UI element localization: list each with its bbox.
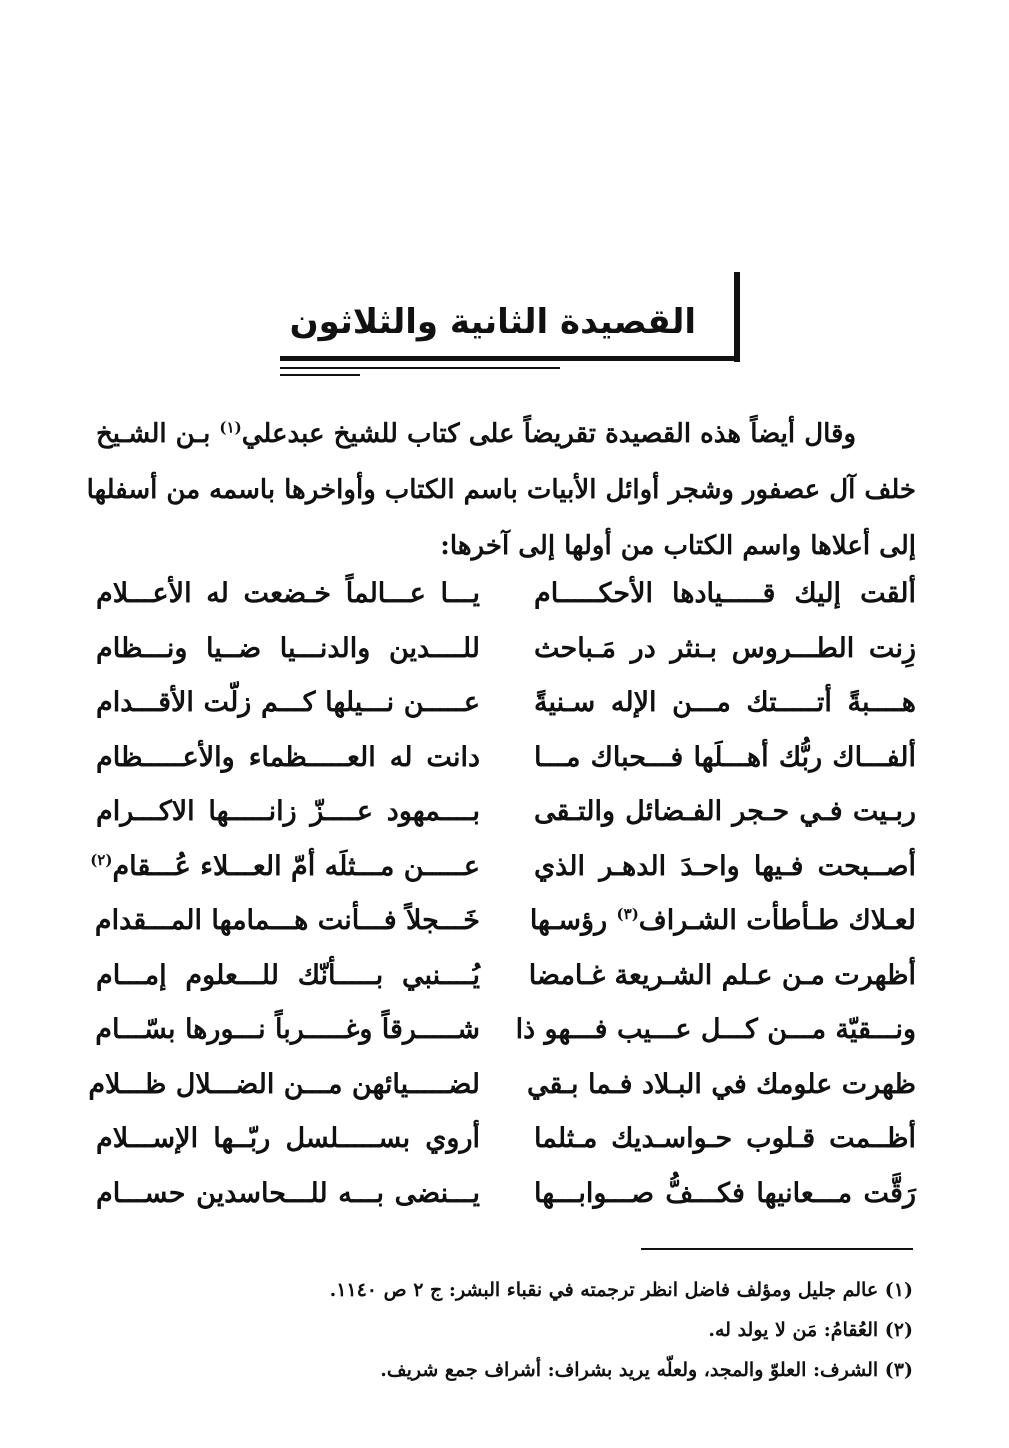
title-underline-thin [280, 367, 560, 369]
intro-line-3: إلى أعلاها واسم الكتاب من أولها إلى آخرها: [440, 531, 916, 561]
verse-first-hemistich: هــــبةً أتـــــتك مـــن الإله سـنيةً [534, 687, 916, 718]
verse [96, 954, 916, 1009]
verse-second-hemistich: يـــا عـــالماً خـضعت له الأعـــلام [96, 578, 480, 609]
verse [96, 572, 916, 627]
verse-second-hemistich: دانت له العـــــظماء والأعـــــظام [96, 741, 480, 773]
verse-second-hemistich: عـــــن نـــيلها كـــم زلّت الأقـــدام [96, 687, 480, 718]
verse [96, 681, 916, 736]
hemistich-text: لعـلاك طـأطأت الشـراف [638, 905, 916, 936]
verse-second-hemistich: خَـــجلاً فـــأنت هـــمامها المـــقدام [94, 905, 480, 936]
verse [96, 627, 916, 682]
verse [90, 845, 916, 900]
footnote-separator [641, 1248, 913, 1250]
footnote-marker-1: (١) [219, 418, 242, 437]
hemistich-text: عـــــن مـــثلَه أمّ العـــلاء عُـــقام [112, 850, 480, 882]
verse [88, 1063, 916, 1118]
title-vertical-rule [734, 272, 740, 362]
intro-line-2: خلف آل عصفور وشجر أوائل الأبيات باسم الكتاب وأواخرها باسمه من أسفلها [86, 475, 916, 505]
verse-first-hemistich: ربـيت فـي حـجر الفـضائل والتـقى [534, 796, 916, 827]
verse-second-hemistich: لضـــــيائهن مـــن الضـــلال ظـــلام [88, 1068, 480, 1100]
verse-second-hemistich: أروي بســـــلسل ربّــها الإســـلام [96, 1123, 480, 1154]
verse-first-hemistich: أظهرت مـن عـلم الشـريعة غـامضا [528, 959, 916, 991]
verse-second-hemistich: يـــنضى بـــه للـــحاسدين حســـام [96, 1177, 480, 1209]
footnotes [93, 1270, 913, 1390]
hemistich-text: رؤسـها [529, 905, 617, 936]
verse-first-hemistich: ألفـــاك ربُّك أهـــلَها فـــحباك مـــا [534, 741, 916, 773]
verse-first-hemistich: ظهرت علومك في البـلاد فـما بـقي [526, 1068, 916, 1100]
footnote-2: (٢) العُقامُ: مَن لا يولد له. [708, 1319, 913, 1341]
poem [88, 572, 916, 1226]
verse-second-hemistich: بــــمهود عــــزّ زانـــــها الاكـــرام [96, 796, 480, 827]
verse-first-hemistich [529, 905, 916, 936]
intro-text: بـن الشـيخ [96, 419, 220, 449]
verse [96, 1172, 916, 1227]
intro-line-1 [96, 406, 916, 462]
verse [96, 736, 916, 791]
verse [96, 899, 916, 954]
verse-first-hemistich: زِنت الطـــروس بـنثر در مَـباحث [534, 632, 916, 664]
footnote-marker-3: (٣) [616, 905, 639, 923]
verse-first-hemistich: ألقت إليك قـــــيادها الأحكـــــام [534, 578, 916, 609]
verse-first-hemistich: رَقَّت مـــعانيها فكـــفُّ صـــوابـــها [534, 1177, 916, 1209]
verse-first-hemistich: أصــبحت فـيها واحـدَ الدهـر الذي [534, 850, 916, 882]
verse-second-hemistich [90, 850, 480, 882]
title-block [280, 268, 740, 380]
intro-paragraph [86, 406, 916, 574]
verse-first-hemistich: ونـــقيّة مـــن كـــل عـــيب فـــهو ذا [515, 1014, 916, 1045]
page-title: القصيدة الثانية والثلاثون [289, 302, 696, 342]
verse-second-hemistich: يُــــنبي بـــــأنّك للـــعلوم إمـــام [96, 959, 480, 991]
footnote-marker-2: (٢) [90, 850, 113, 869]
title-underline-thick [280, 356, 740, 361]
verse-second-hemistich: شـــــرقاً وغـــــرباً نـــورها بسّـــام [95, 1014, 480, 1045]
title-underline-thin-short [280, 374, 360, 376]
verse [96, 1008, 916, 1063]
verse [96, 790, 916, 845]
footnote-3: (٣) الشرف: العلوّ والمجد، ولعلّه يريد بشراف: أشراف جمع شريف. [380, 1359, 913, 1381]
verse-first-hemistich: أظــمت قـلوب حـواسـديك مـثلما [534, 1123, 916, 1154]
verse-second-hemistich: للــــدين والدنـــيا ضــيا ونـــظام [96, 632, 480, 664]
verse [96, 1117, 916, 1172]
intro-text: وقال أيضاً هذه القصيدة تقريضاً على كتاب للشيخ عبدعلي [241, 419, 856, 449]
footnote-1: (١) عالم جليل ومؤلف فاضل انظر ترجمته في نقباء البشر: ج ٢ ص ١١٤٠. [329, 1279, 913, 1301]
